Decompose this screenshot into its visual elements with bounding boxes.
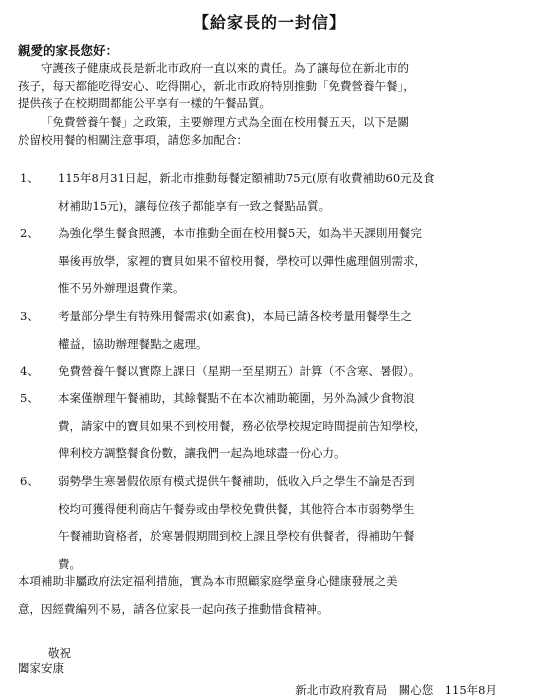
closing-line: 本項補助非屬政府法定福利措施，實為本市照顧家庭學童身心健康發展之美 <box>18 574 398 588</box>
closing-line: 意，因經費編列不易，請各位家長一起向孩子推動惜食精神。 <box>18 602 329 616</box>
intro-line: 孩子，每天都能吃得安心、吃得開心，新北市政府特別推動「免費營養午餐」， <box>18 78 415 93</box>
salutation: 親愛的家長您好： <box>18 43 119 58</box>
item-number: 2、 <box>20 226 39 240</box>
item-line: 115年8月31日起，新北市推動每餐定額補助75元(原有收費補助60元及食 <box>58 171 435 185</box>
item-line: 弱勢學生寒暑假依原有模式提供午餐補助，低收入戶之學生不論是否到 <box>58 474 415 488</box>
item-line: 畢後再放學，家裡的寶貝如果不留校用餐，學校可以彈性處理個別需求， <box>58 253 426 268</box>
regards-text: 敬祝 <box>48 646 71 660</box>
item-line: 權益，協助辦理餐點之處理。 <box>58 336 208 351</box>
item-line: 惟不另外辦理退費作業。 <box>58 281 185 295</box>
intro-paragraph-2 <box>18 114 528 149</box>
closing-paragraph <box>18 567 528 623</box>
item-line: 免費營養午餐以實際上課日（星期一至星期五）計算（不含寒、暑假）。 <box>58 364 421 378</box>
intro-paragraph-1 <box>18 60 528 113</box>
intro-line: 提供孩子在校期間都能公平享有一樣的午餐品質。 <box>18 96 271 110</box>
item-text <box>58 165 528 220</box>
item-line: 午餐補助資格者，於寒暑假期間到校上課且學校有供餐者，得補助午餐 <box>58 529 415 543</box>
item-text <box>58 303 528 358</box>
item-text <box>58 385 528 468</box>
item-text <box>58 468 528 578</box>
item-number: 6、 <box>20 474 39 488</box>
item-number: 4、 <box>20 364 39 378</box>
signature-line: 新北市政府教育局 關心您 115年8月 <box>295 683 497 697</box>
intro-line: 「免費營養午餐」之政策，主要辦理方式為全面在校用餐五天，以下是關 <box>41 115 409 129</box>
item-text <box>58 358 528 386</box>
item-line: 俾利校方調整餐食份數，讓我們一起為地球盡一份心力。 <box>58 446 346 460</box>
item-line: 校均可獲得便利商店午餐券或由學校免費供餐，其他符合本市弱勢學生 <box>58 501 415 516</box>
letter-title: 【給家長的一封信】 <box>192 13 346 32</box>
wish-text: 闔家安康 <box>18 661 64 675</box>
item-line: 為強化學生餐食照護，本市推動全面在校用餐5天，如為半天課則用餐完 <box>58 226 422 240</box>
item-number: 1、 <box>20 171 39 185</box>
item-line: 費。 <box>58 556 81 571</box>
intro-line: 於留校用餐的相關注意事項，請您多加配合： <box>18 132 248 147</box>
item-number: 3、 <box>20 309 39 323</box>
item-line: 考量部分學生有特殊用餐需求(如素食)，本局已請各校考量用餐學生之 <box>58 309 412 323</box>
intro-line: 守護孩子健康成長是新北市政府一直以來的責任。為了讓每位在新北市的 <box>41 61 409 75</box>
item-line: 材補助15元)，讓每位孩子都能享有一致之餐點品質。 <box>58 198 331 213</box>
item-number: 5、 <box>20 391 39 405</box>
item-line: 本案僅辦理午餐補助，其餘餐點不在本次補助範圍，另外為減少食物浪 <box>58 391 415 405</box>
item-text <box>58 220 528 303</box>
item-line: 費，請家中的寶貝如果不到校用餐，務必依學校規定時間提前告知學校， <box>58 418 426 433</box>
